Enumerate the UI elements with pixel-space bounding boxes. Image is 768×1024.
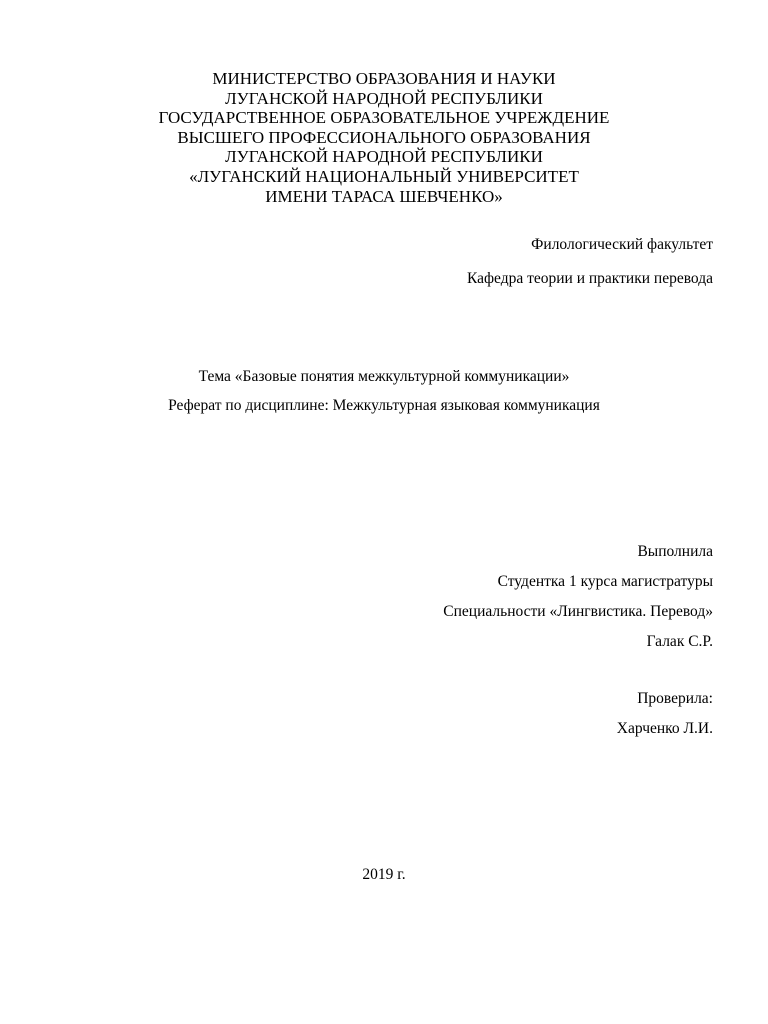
header-line: ГОСУДАРСТВЕННОЕ ОБРАЗОВАТЕЛЬНОЕ УЧРЕЖДЕНИЕ [158,108,610,128]
department-name: Кафедра теории и практики перевода [466,270,713,287]
reviewer-name: Харченко Л.И. [616,720,713,737]
header-line: ЛУГАНСКОЙ НАРОДНОЙ РЕСПУБЛИКИ [225,88,543,108]
author-name: Галак С.Р. [646,633,713,650]
header-line: ВЫСШЕГО ПРОФЕССИОНАЛЬНОГО ОБРАЗОВАНИЯ [177,127,591,147]
faculty-name: Филологический факультет [531,236,713,253]
topic-title: Тема «Базовые понятия межкультурной коммуникации» [198,368,570,385]
author-label: Выполнила [637,543,713,560]
author-status: Студентка 1 курса магистратуры [497,573,713,590]
ministry-header [0,69,768,206]
author-specialty: Специальности «Лингвистика. Перевод» [443,603,713,620]
discipline-title: Реферат по дисциплине: Межкультурная языковая коммуникация [168,397,600,414]
document-year: 2019 г. [362,866,406,883]
header-line: МИНИСТЕРСТВО ОБРАЗОВАНИЯ И НАУКИ [212,69,556,88]
reviewer-label: Проверила: [637,690,713,707]
header-line: «ЛУГАНСКИЙ НАЦИОНАЛЬНЫЙ УНИВЕРСИТЕТ [189,166,579,186]
header-line: ИМЕНИ ТАРАСА ШЕВЧЕНКО» [265,186,503,206]
header-line: ЛУГАНСКОЙ НАРОДНОЙ РЕСПУБЛИКИ [225,147,543,167]
